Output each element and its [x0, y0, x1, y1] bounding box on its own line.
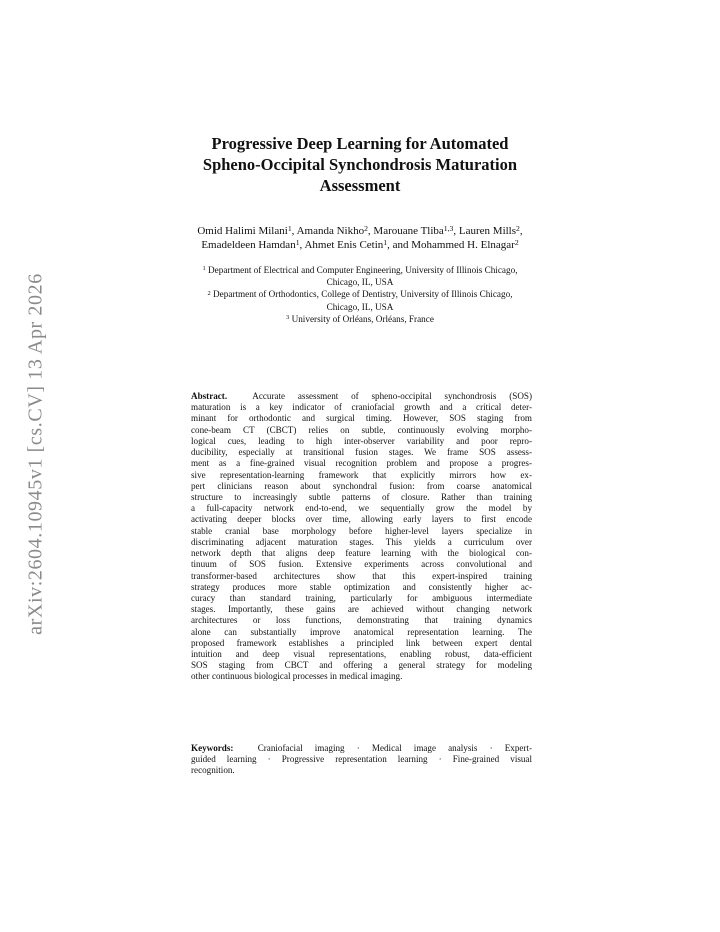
- author-line: [130, 238, 590, 252]
- keywords: [191, 743, 532, 777]
- keywords-heading: Keywords:: [191, 743, 234, 753]
- affiliation-text: University of Orléans, Orléans, France: [291, 313, 434, 324]
- affiliation-list: [130, 264, 590, 325]
- arxiv-identifier: [16, 260, 56, 648]
- author-affiliation-mark: 2: [364, 223, 368, 233]
- author-separator: ,: [299, 239, 305, 251]
- abstract-line: tinuum of SOS fusion. Extensive experiments across convolutional and: [191, 559, 532, 570]
- abstract-line: cone-beam CT (CBCT) relies on subtle, continuously evolving morpho-: [191, 424, 532, 435]
- title-line: Spheno-Occipital Synchondrosis Maturation: [202, 155, 518, 174]
- affiliation-line: Chicago, IL, USA: [326, 277, 394, 288]
- affiliation-line: Chicago, IL, USA: [326, 301, 394, 312]
- author-list: [130, 224, 590, 252]
- author-separator: ,: [367, 225, 374, 237]
- author-line: [130, 224, 590, 238]
- keywords-line: guided learning · Progressive representation learning · Fine-grained visual: [191, 754, 532, 765]
- abstract-line: network depth that aligns deep feature learning with the biological con-: [191, 548, 532, 559]
- author-affiliation-mark: 2: [516, 223, 520, 233]
- author-name: Amanda Nikho: [296, 225, 365, 237]
- author-separator: ,: [519, 225, 523, 237]
- abstract-line: minant for orthodontic and surgical timing. However, SOS staging from: [191, 413, 532, 424]
- affiliation-text: Department of Orthodontics, College of Dentistry, University of Illinois Chicago,: [213, 289, 513, 300]
- author-name: Ahmet Enis Cetin: [304, 239, 384, 251]
- keywords-line: recognition.: [191, 765, 235, 776]
- keywords-line: [191, 743, 532, 754]
- keywords-text: Craniofacial imaging · Medical image analysis · Expert-: [257, 743, 532, 753]
- affiliation-mark: 3: [286, 313, 290, 321]
- author-affiliation-mark: 1: [295, 237, 300, 247]
- abstract-line: ducibility, especially at transitional fusion stages. We frame SOS assess-: [191, 447, 532, 458]
- affiliation-line: [130, 264, 590, 276]
- author-separator: ,: [291, 225, 297, 237]
- abstract-line: strategy produces more stable optimization and consistently higher ac-: [191, 581, 532, 592]
- abstract-line: curacy than standard training, particularly for ambiguous intermediate: [191, 592, 532, 603]
- author-affiliation-mark: 2: [514, 237, 519, 247]
- abstract-line: transformer-based architectures show that this expert-inspired training: [191, 570, 532, 581]
- abstract-line: architectures or loss functions, demonstrating that training dynamics: [191, 615, 532, 626]
- author-name: Emadeldeen Hamdan: [201, 239, 296, 251]
- abstract-line: sive representation-learning framework that explicitly mirrors how ex-: [191, 469, 532, 480]
- title-line: Assessment: [319, 176, 401, 195]
- abstract-line: ment as a fine-grained visual recognition problem and propose a progres-: [191, 458, 532, 469]
- abstract-line: logical cues, leading to high inter-observer variability and poor repro-: [191, 435, 532, 446]
- affiliation-mark: 1: [202, 265, 206, 273]
- abstract-line: other continuous biological processes in medical imaging.: [191, 671, 403, 682]
- abstract-line: SOS staging from CBCT and offering a general strategy for modeling: [191, 660, 532, 671]
- abstract: [191, 391, 532, 683]
- abstract-line: stable cranial base morphology before higher-level layers specialize in: [191, 525, 532, 536]
- author-affiliation-mark: 1: [383, 237, 388, 247]
- author-name: Omid Halimi Milani: [197, 225, 288, 237]
- author-affiliation-mark: 1: [287, 223, 292, 233]
- abstract-line: structure to increasingly subtle patterns of closure. Rather than training: [191, 491, 532, 502]
- author-separator: , and: [387, 239, 412, 251]
- author-name: Marouane Tliba: [373, 225, 444, 237]
- abstract-line: discriminating adjacent maturation stages. This yields a curriculum over: [191, 536, 532, 547]
- affiliation-text: Department of Electrical and Computer Engineering, University of Illinois Chicago,: [208, 265, 518, 275]
- affiliation-line: [130, 288, 590, 300]
- title-line: Progressive Deep Learning for Automated: [211, 134, 509, 153]
- abstract-line: intuition and deep visual representations, enabling robust, data-efficient: [191, 649, 532, 660]
- author-separator: ,: [453, 225, 459, 237]
- affiliation-mark: 2: [207, 289, 211, 297]
- abstract-line: a full-capacity network end-to-end, we sequentially grow the model by: [191, 503, 532, 514]
- abstract-text: Accurate assessment of spheno-occipital synchondrosis (SOS): [252, 391, 533, 401]
- abstract-line: proposed framework establishes a principled link between expert dental: [191, 637, 532, 648]
- abstract-line: maturation is a key indicator of craniofacial growth and a critical deter-: [191, 402, 532, 413]
- author-affiliation-mark: 1,3: [443, 223, 454, 233]
- abstract-line: stages. Importantly, these gains are achieved without changing network: [191, 604, 532, 615]
- abstract-heading: Abstract.: [191, 391, 228, 401]
- abstract-line: [191, 391, 532, 402]
- abstract-line: activating deeper blocks over time, allowing early layers to first encode: [191, 514, 532, 525]
- abstract-line: pert clinicians reason about synchondral fusion: from coarse anatomical: [191, 480, 532, 491]
- author-name: Mohammed H. Elnagar: [411, 239, 515, 251]
- affiliation-line: [130, 313, 590, 325]
- author-name: Lauren Mills: [458, 225, 517, 237]
- paper-title: [150, 133, 570, 196]
- abstract-line: alone can substantially improve anatomical representation learning. The: [191, 626, 532, 637]
- arxiv-identifier-text: arXiv:2604.10945v1 [cs.CV] 13 Apr 2026: [24, 273, 47, 635]
